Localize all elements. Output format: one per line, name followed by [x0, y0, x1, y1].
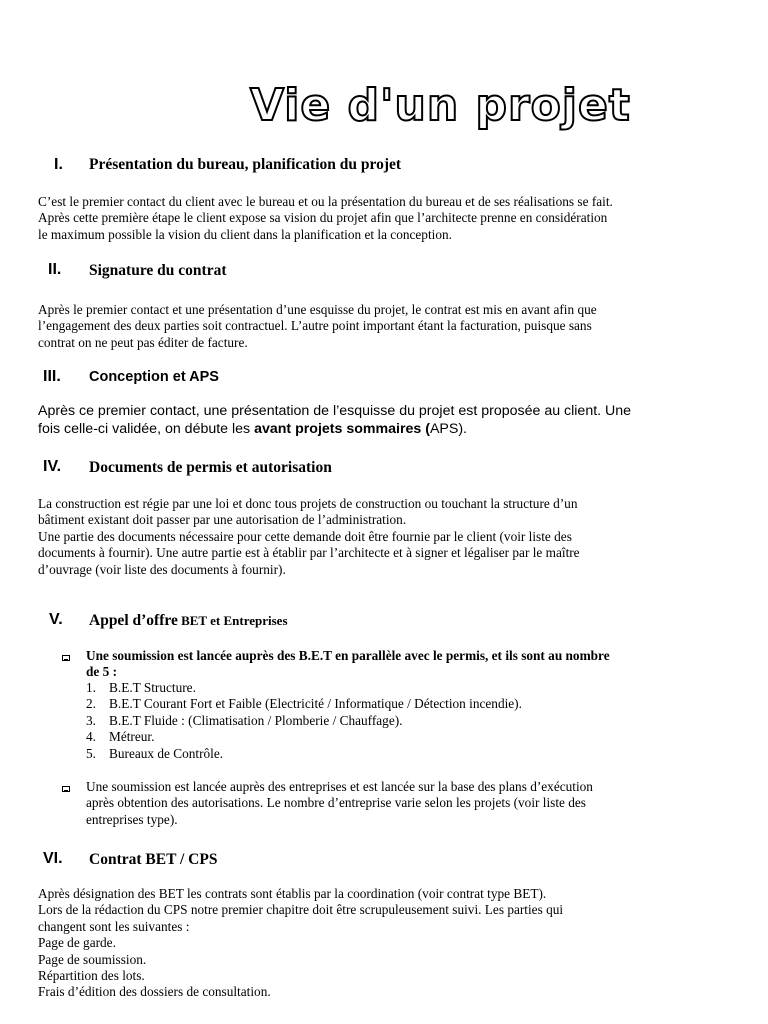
- section-3-paragraph: [38, 402, 631, 438]
- paragraph-line: Après ce premier contact, une présentation de l’esquisse du projet est proposée au client. Une: [38, 403, 632, 419]
- heading-sub: BET et Entreprises: [177, 613, 288, 628]
- paragraph-line: entreprises type).: [86, 811, 178, 827]
- section-3-heading: Conception et APS: [89, 369, 219, 385]
- section-4-heading: Documents de permis et autorisation: [89, 459, 332, 476]
- paragraph-line: changent sont les suivantes :: [38, 918, 190, 934]
- paragraph-line: le maximum possible la vision du client dans la planification et la conception.: [38, 226, 452, 242]
- list-number: 1.: [86, 680, 96, 695]
- list-number: 2.: [86, 696, 96, 712]
- section-5-number: V.: [49, 611, 63, 628]
- list-number: 4.: [86, 729, 96, 745]
- list-item: [86, 696, 522, 712]
- paragraph-line: après obtention des autorisations. Le nombre d’entreprise varie selon les projets (voir liste des: [86, 795, 586, 811]
- paragraph-line: de 5 :: [86, 664, 118, 680]
- square-bullet-icon: [62, 655, 70, 661]
- paragraph-line: d’ouvrage (voir liste des documents à fournir).: [38, 561, 286, 577]
- section-2-heading: Signature du contrat: [89, 262, 227, 279]
- text-run: APS).: [429, 421, 467, 437]
- paragraph-line: bâtiment existant doit passer par une autorisation de l’administration.: [38, 512, 407, 528]
- paragraph-line: Page de garde.: [38, 935, 116, 951]
- paragraph-line: contrat on ne peut pas éditer de facture.: [38, 334, 248, 350]
- section-3-number: III.: [43, 368, 61, 385]
- paragraph-line: [38, 420, 631, 438]
- square-bullet-icon: [62, 786, 70, 792]
- section-1-number: I.: [54, 156, 63, 173]
- page-title: Vie d'un projet: [250, 80, 631, 131]
- paragraph-line: Page de soumission.: [38, 951, 147, 967]
- section-6-heading: Contrat BET / CPS: [89, 851, 218, 868]
- bold-term: avant projets sommaires (: [254, 421, 430, 437]
- paragraph-line: documents à fournir). Une autre partie est à établir par l’architecte et à signer et légaliser par le maître: [38, 545, 580, 561]
- section-4-paragraph: [38, 496, 580, 578]
- section-1-paragraph: [38, 194, 613, 243]
- bullet-2-text: [86, 779, 593, 828]
- heading-main: Appel d’offre: [89, 612, 178, 629]
- list-text: Bureaux de Contrôle.: [109, 745, 224, 761]
- list-text: Métreur.: [109, 729, 155, 745]
- list-number: 5.: [86, 745, 96, 761]
- paragraph-line: Une partie des documents nécessaire pour cette demande doit être fournie par le client (voir liste des: [38, 528, 572, 544]
- section-2-number: II.: [48, 261, 62, 278]
- paragraph-line: Une soumission est lancée auprès des entreprises et est lancée sur la base des plans d’exécution: [86, 779, 593, 794]
- paragraph-line: Frais d’édition des dossiers de consultation.: [38, 984, 271, 1000]
- list-item: [86, 729, 522, 745]
- section-2-paragraph: [38, 302, 597, 351]
- paragraph-line: l’engagement des deux parties soit contractuel. L’autre point important étant la facturation, puisque sans: [38, 318, 592, 334]
- list-item: [86, 746, 522, 762]
- bullet-1-text: [86, 648, 610, 681]
- paragraph-line: La construction est régie par une loi et donc tous projets de construction ou touchant la structure d’un: [38, 496, 578, 511]
- paragraph-line: C’est le premier contact du client avec le bureau et ou la présentation du bureau et de ses réalisations se fait.: [38, 194, 613, 209]
- bet-numbered-list: [86, 680, 522, 762]
- list-text: B.E.T Fluide : (Climatisation / Plomberie / Chauffage).: [109, 712, 403, 728]
- section-6-number: VI.: [43, 850, 63, 867]
- section-4-number: IV.: [43, 458, 62, 475]
- paragraph-line: Lors de la rédaction du CPS notre premier chapitre doit être scrupuleusement suivi. Les parties qui: [38, 902, 564, 918]
- list-item: [86, 713, 522, 729]
- paragraph-line: Après cette première étape le client expose sa vision du projet afin que l’architecte prenne en considération: [38, 210, 608, 226]
- text-run: fois celle-ci validée, on débute les: [38, 421, 255, 437]
- list-text: B.E.T Structure.: [109, 680, 196, 695]
- section-5-heading: [89, 613, 288, 629]
- section-1-heading: Présentation du bureau, planification du projet: [89, 156, 402, 173]
- paragraph-line: Répartition des lots.: [38, 968, 145, 984]
- list-item: [86, 680, 522, 696]
- paragraph-line: Une soumission est lancée auprès des B.E.T en parallèle avec le permis, et ils sont au nombre: [86, 648, 610, 663]
- paragraph-line: Après le premier contact et une présentation d’une esquisse du projet, le contrat est mis en avant afin que: [38, 302, 597, 317]
- list-text: B.E.T Courant Fort et Faible (Electricité / Informatique / Détection incendie).: [109, 696, 522, 712]
- paragraph-line: Après désignation des BET les contrats sont établis par la coordination (voir contrat type BET).: [38, 886, 547, 901]
- section-6-paragraph: [38, 886, 563, 1001]
- list-number: 3.: [86, 712, 96, 728]
